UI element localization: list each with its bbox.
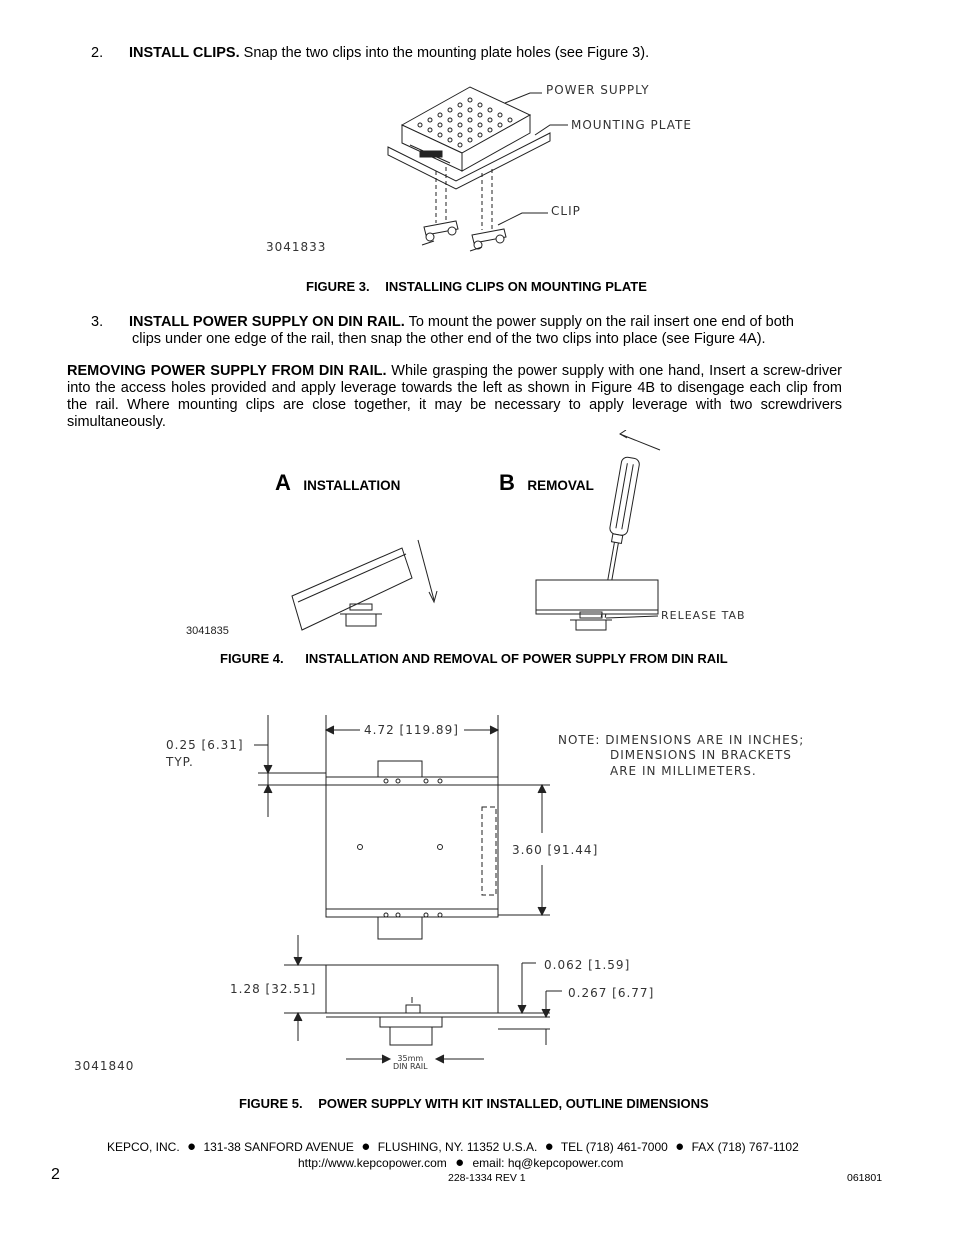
note-line3: ARE IN MILLIMETERS. <box>610 764 757 778</box>
dim-width: 4.72 [119.89] <box>364 723 459 737</box>
label-release-tab: RELEASE TAB <box>661 609 746 622</box>
figure5-drawing-number: 3041840 <box>74 1059 135 1073</box>
clip-left <box>422 221 458 245</box>
bullet-icon: ● <box>455 1154 465 1171</box>
dim-height: 1.28 [32.51] <box>230 982 317 996</box>
step2-number: 2. <box>91 45 104 61</box>
figure3-drawing <box>260 75 700 265</box>
removing-paragraph <box>67 363 842 431</box>
bullet-icon: ● <box>544 1138 554 1155</box>
figure4-label-b: REMOVAL <box>527 478 594 493</box>
step3-line2: clips under one edge of the rail, then snap the other end of the two clips into place (see Figure 4A). <box>132 331 766 347</box>
dim-depth: 3.60 [91.44] <box>512 843 599 857</box>
rail-label-name: DIN RAIL <box>393 1062 428 1071</box>
figure3-caption-num: FIGURE 3. <box>306 279 370 294</box>
footer-email-link[interactable]: email: hq@kepcopower.com <box>472 1156 624 1170</box>
top-view-body <box>326 777 498 917</box>
step3-paragraph <box>91 314 851 348</box>
bullet-icon: ● <box>187 1138 197 1155</box>
figure3-caption-text: INSTALLING CLIPS ON MOUNTING PLATE <box>385 279 647 294</box>
figure4-drawing <box>280 430 700 640</box>
footer-web-link[interactable]: http://www.kepcopower.com <box>298 1156 447 1170</box>
note-line1: NOTE: DIMENSIONS ARE IN INCHES; <box>558 733 805 747</box>
footer-contact-line <box>298 1154 623 1171</box>
note-line2: DIMENSIONS IN BRACKETS <box>610 748 792 762</box>
figure4-letter-a: A <box>275 470 291 495</box>
figure3-drawing-number: 3041833 <box>266 240 327 254</box>
tilted-power-supply <box>292 548 412 630</box>
label-mounting-plate: MOUNTING PLATE <box>571 118 692 132</box>
dim-plate: 0.062 [1.59] <box>544 958 631 972</box>
rail-label-size: 35mm <box>397 1054 424 1063</box>
din-rail-side <box>380 1017 442 1045</box>
dim-edge-typ: TYP. <box>166 755 194 769</box>
page-number: 2 <box>51 1166 60 1183</box>
figure4-letter-b: B <box>499 470 515 495</box>
footer-address-line <box>107 1138 799 1155</box>
removing-title: REMOVING POWER SUPPLY FROM DIN RAIL. <box>67 363 387 379</box>
figure5-drawing <box>150 705 670 1075</box>
figure5-caption <box>239 1096 709 1111</box>
step2-title: INSTALL CLIPS. <box>129 45 240 61</box>
footer-company: KEPCO, INC. <box>107 1140 180 1154</box>
rail-label <box>393 1055 428 1071</box>
figure4-caption-num: FIGURE 4. <box>220 651 284 666</box>
figure4-caption-text: INSTALLATION AND REMOVAL OF POWER SUPPLY FROM DIN RAIL <box>305 651 728 666</box>
footer-address: 131-38 SANFORD AVENUE <box>203 1140 354 1154</box>
dim-edge: 0.25 [6.31] <box>166 738 244 752</box>
step3-number: 3. <box>91 314 104 330</box>
date-code: 061801 <box>847 1172 883 1184</box>
step3-text-1: To mount the power supply on the rail insert one end of both <box>404 314 794 330</box>
clip-right <box>470 229 506 251</box>
release-tab-leader <box>606 616 658 618</box>
power-supply-b <box>536 580 658 614</box>
figure4-drawing-number: 3041835 <box>186 625 229 637</box>
doc-number: 228-1334 REV 1 <box>448 1172 526 1184</box>
dim-rail: 0.267 [6.77] <box>568 986 655 1000</box>
figure5-caption-text: POWER SUPPLY WITH KIT INSTALLED, OUTLINE DIMENSIONS <box>318 1096 709 1111</box>
figure5-caption-num: FIGURE 5. <box>239 1096 303 1111</box>
step2-text: Snap the two clips into the mounting plate holes (see Figure 3). <box>239 45 650 61</box>
label-power-supply: POWER SUPPLY <box>546 83 650 97</box>
label-clip: CLIP <box>551 204 581 218</box>
figure4-caption <box>220 651 728 666</box>
footer-tel: TEL (718) 461-7000 <box>560 1140 668 1154</box>
bullet-icon: ● <box>361 1138 371 1155</box>
step3-title: INSTALL POWER SUPPLY ON DIN RAIL. <box>129 314 405 330</box>
step3-line1 <box>91 314 851 331</box>
figure3-caption <box>306 279 647 294</box>
step2-paragraph <box>91 45 851 62</box>
footer-fax: FAX (718) 767-1102 <box>691 1140 799 1154</box>
footer-city: FLUSHING, NY. 11352 U.S.A. <box>377 1140 538 1154</box>
figure4-label-a: INSTALLATION <box>303 478 401 493</box>
bullet-icon: ● <box>675 1138 685 1155</box>
removing-text: While grasping the power supply with one hand, Insert a screw-driver into the access holes provided and apply leverage towards the left as shown in Figure 4B to disengage each clip from the rail. Where mounting clips are close together, it may be necessary to apply leverage with two screwdrivers simultaneously. <box>67 363 842 430</box>
